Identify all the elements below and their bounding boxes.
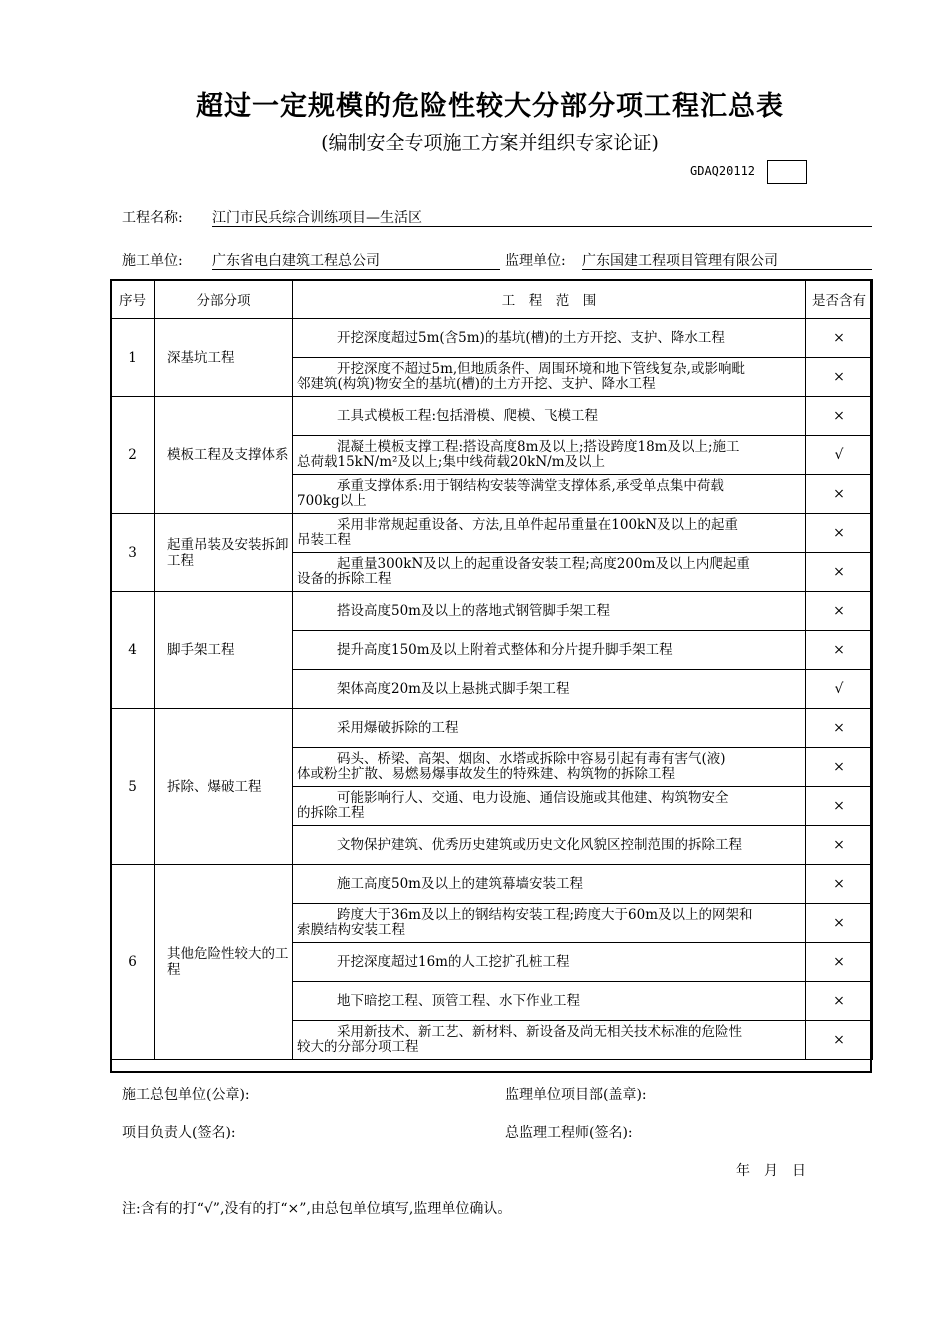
table-row	[111, 319, 873, 358]
group-category: 脚手架工程	[155, 592, 293, 709]
scope-cell: 开挖深度超过16m的人工挖扩孔桩工程	[293, 943, 806, 982]
included-mark[interactable]: ×	[806, 865, 873, 904]
included-mark[interactable]: ×	[806, 475, 873, 514]
scope-cell: 施工高度50m及以上的建筑幕墙安装工程	[293, 865, 806, 904]
included-mark[interactable]: ×	[806, 904, 873, 943]
group-number: 3	[111, 514, 155, 592]
scope-cell: 采用非常规起重设备、方法,且单件起吊重量在100kN及以上的起重 吊装工程	[293, 514, 806, 553]
project-name-field[interactable]	[212, 207, 872, 227]
included-mark[interactable]: ×	[806, 982, 873, 1021]
group-number: 4	[111, 592, 155, 709]
contractor-seal-label: 施工总包单位(公章):	[122, 1087, 250, 1103]
header-scope: 工 程 范 围	[293, 280, 806, 319]
included-mark[interactable]: ×	[806, 709, 873, 748]
scope-cell: 码头、桥梁、高架、烟囱、水塔或拆除中容易引起有毒有害气(液) 体或粉尘扩散、易燃易爆事故发生的特殊建、构筑物的拆除工程	[293, 748, 806, 787]
table-header-row	[111, 280, 873, 319]
included-mark[interactable]: ×	[806, 397, 873, 436]
table-row	[111, 514, 873, 553]
scope-cell: 搭设高度50m及以上的落地式钢管脚手架工程	[293, 592, 806, 631]
table-body	[111, 319, 873, 1060]
scope-cell: 开挖深度不超过5m,但地质条件、周围环境和地下管线复杂,或影响毗 邻建筑(构筑)物安全的基坑(槽)的土方开挖、支护、降水工程	[293, 358, 806, 397]
constructor-field[interactable]	[212, 250, 500, 270]
included-mark[interactable]: ×	[806, 787, 873, 826]
included-mark[interactable]: √	[806, 436, 873, 475]
supervisor-seal-label: 监理单位项目部(盖章):	[505, 1087, 647, 1103]
group-number: 1	[111, 319, 155, 397]
scope-cell: 采用新技术、新工艺、新材料、新设备及尚无相关技术标准的危险性 较大的分部分项工程	[293, 1021, 806, 1060]
scope-cell: 地下暗挖工程、顶管工程、水下作业工程	[293, 982, 806, 1021]
page-subtitle: (编制安全专项施工方案并组织专家论证)	[321, 132, 659, 154]
group-category: 起重吊装及安装拆卸工程	[155, 514, 293, 592]
included-mark[interactable]: ×	[806, 592, 873, 631]
supervisor-field[interactable]	[582, 250, 872, 270]
scope-cell: 承重支撑体系:用于钢结构安装等满堂支撑体系,承受单点集中荷载 700kg以上	[293, 475, 806, 514]
supervisor-value: 广东国建工程项目管理有限公司	[582, 253, 778, 269]
footnote: 注:含有的打“√”,没有的打“×”,由总包单位填写,监理单位确认。	[122, 1201, 512, 1217]
header-included: 是否含有	[806, 280, 873, 319]
included-mark[interactable]: ×	[806, 826, 873, 865]
scope-cell: 跨度大于36m及以上的钢结构安装工程;跨度大于60m及以上的网架和 索膜结构安装工程	[293, 904, 806, 943]
scope-cell: 提升高度150m及以上附着式整体和分片提升脚手架工程	[293, 631, 806, 670]
constructor-value: 广东省电白建筑工程总公司	[212, 253, 380, 269]
included-mark[interactable]: ×	[806, 631, 873, 670]
scope-cell: 架体高度20m及以上悬挑式脚手架工程	[293, 670, 806, 709]
project-name-value: 江门市民兵综合训练项目—生活区	[212, 210, 422, 226]
form-code-box[interactable]	[767, 160, 807, 184]
scope-cell: 可能影响行人、交通、电力设施、通信设施或其他建、构筑物安全 的拆除工程	[293, 787, 806, 826]
scope-cell: 文物保护建筑、优秀历史建筑或历史文化风貌区控制范围的拆除工程	[293, 826, 806, 865]
included-mark[interactable]: ×	[806, 943, 873, 982]
table-row	[111, 592, 873, 631]
page-title: 超过一定规模的危险性较大分部分项工程汇总表	[196, 91, 784, 122]
header-no: 序号	[111, 280, 155, 319]
group-number: 2	[111, 397, 155, 514]
scope-cell: 起重量300kN及以上的起重设备安装工程;高度200m及以上内爬起重 设备的拆除工程	[293, 553, 806, 592]
included-mark[interactable]: ×	[806, 514, 873, 553]
constructor-label: 施工单位:	[122, 253, 183, 269]
included-mark[interactable]: ×	[806, 1021, 873, 1060]
group-category: 深基坑工程	[155, 319, 293, 397]
scope-cell: 混凝土模板支撑工程:搭设高度8m及以上;搭设跨度18m及以上;施工 总荷载15kN/m²及以上;集中线荷载20kN/m及以上	[293, 436, 806, 475]
group-category: 模板工程及支撑体系	[155, 397, 293, 514]
group-number: 6	[111, 865, 155, 1060]
chief-supervisor-sign-label: 总监理工程师(签名):	[505, 1125, 633, 1141]
included-mark[interactable]: ×	[806, 358, 873, 397]
form-code: GDAQ20112	[690, 164, 756, 178]
table-row	[111, 709, 873, 748]
included-mark[interactable]: ×	[806, 748, 873, 787]
scope-cell: 开挖深度超过5m(含5m)的基坑(槽)的土方开挖、支护、降水工程	[293, 319, 806, 358]
group-category: 其他危险性较大的工程	[155, 865, 293, 1060]
header-category: 分部分项	[155, 280, 293, 319]
scope-cell: 采用爆破拆除的工程	[293, 709, 806, 748]
scope-cell: 工具式模板工程:包括滑模、爬模、飞模工程	[293, 397, 806, 436]
included-mark[interactable]: ×	[806, 319, 873, 358]
included-mark[interactable]: √	[806, 670, 873, 709]
table-row	[111, 865, 873, 904]
group-category: 拆除、爆破工程	[155, 709, 293, 865]
project-manager-sign-label: 项目负责人(签名):	[122, 1125, 236, 1141]
group-number: 5	[111, 709, 155, 865]
table-row	[111, 397, 873, 436]
supervisor-label: 监理单位:	[505, 253, 566, 269]
project-name-label: 工程名称:	[122, 210, 183, 226]
included-mark[interactable]: ×	[806, 553, 873, 592]
date-label: 年 月 日	[736, 1163, 806, 1179]
hazard-summary-table	[110, 279, 873, 1060]
